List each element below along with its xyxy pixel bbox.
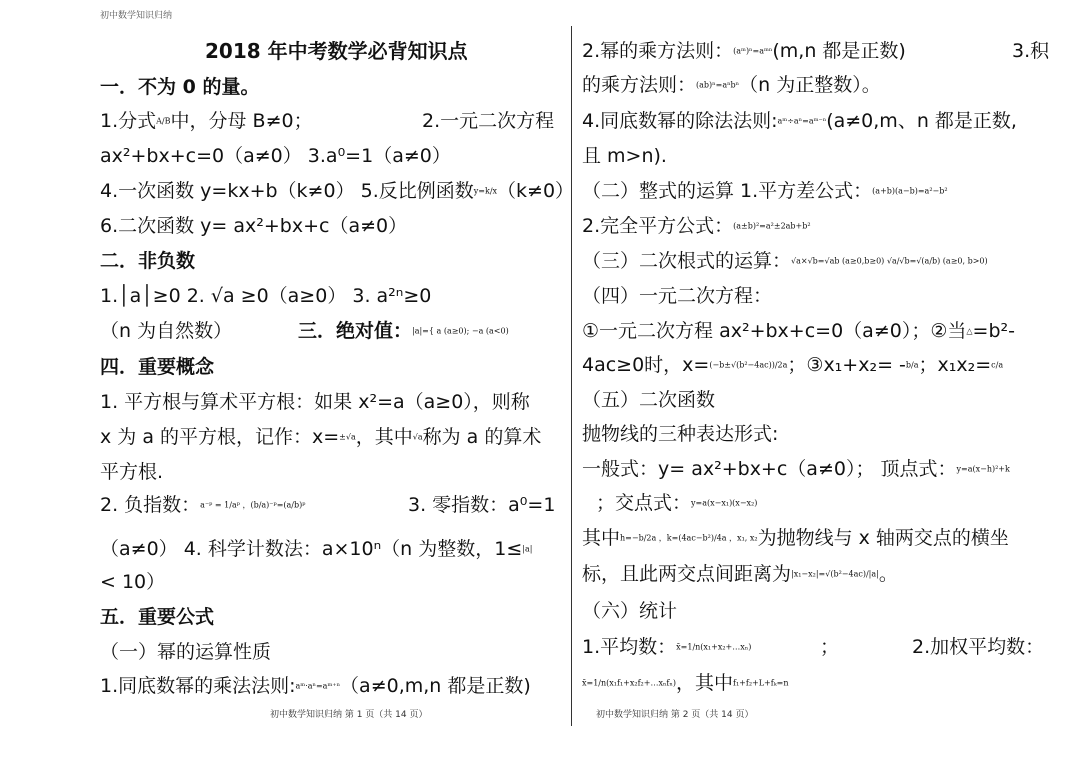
document-title: 2018 年中考数学必背知识点	[205, 39, 468, 63]
weighted-mean-formula: x̄=1/n(x₁f₁+x₂f₂+…xₙfₙ)	[582, 678, 676, 688]
text-fragment: （a≠0,m,n 都是正数)	[340, 675, 531, 697]
text-fragment: 4.一次函数 y=kx+b（k≠0） 5.反比例函数	[100, 180, 474, 202]
text-fragment: 一般式：y= ax²+bx+c（a≠0）； 顶点式：	[582, 458, 957, 480]
text-fragment: 称为 a 的算术	[422, 426, 542, 448]
text-fragment: x 为 a 的平方根，记作：x=	[100, 426, 340, 448]
absolute-value-formula: |a|={ a (a≥0); −a (a<0)	[412, 326, 509, 336]
text-fragment: (m,n 都是正数)	[772, 40, 906, 62]
text-line	[582, 72, 881, 99]
section-heading-nonzero: 一．不为 0 的量。	[100, 76, 260, 98]
text-line: 1.│a│≥0 2. √a ≥0（a≥0） 3. a²ⁿ≥0	[100, 285, 432, 307]
delta-symbol: △	[966, 326, 973, 336]
negative-exponent-formula: a⁻ᵖ = 1/aᵖ ，(b/a)⁻ᵖ=(a/b)ᵖ	[200, 500, 306, 510]
text-fragment: 为抛物线与 x 轴两交点的横坐	[757, 527, 1009, 549]
fraction-formula: c/a	[991, 360, 1004, 370]
text-line	[100, 318, 232, 344]
text-fragment: (a≠0,m、n 都是正数,	[826, 110, 1017, 132]
text-fragment: 其中	[582, 527, 621, 549]
text-line	[100, 673, 531, 700]
text-line: 3.积	[1012, 40, 1050, 62]
text-line	[582, 108, 1017, 135]
text-line: 3. 零指数：a⁰=1	[408, 494, 556, 516]
text-fragment: （n 为正整数）。	[739, 74, 881, 96]
text-line	[582, 670, 788, 697]
frequency-sum-formula: f₁+f₂+L+fₖ=n	[732, 678, 789, 688]
subsection-heading: （六）统计	[582, 600, 678, 622]
section-heading-absolute: 三．绝对值：	[298, 320, 413, 342]
text-line: 2.一元二次方程	[422, 110, 555, 132]
text-line	[582, 456, 1010, 483]
difference-of-squares-formula: (a+b)(a−b)=a²−b²	[872, 186, 948, 196]
intercept-form-formula: y=a(x−x₁)(x−x₂)	[691, 498, 758, 508]
footer-page-1: 初中数学知识归纳 第 1 页（共 14 页）	[270, 710, 428, 720]
radical-operation-formula: √a×√b=√ab (a≥0,b≥0) √a/√b=√(a/b) (a≥0, b>0)	[791, 256, 988, 266]
text-fragment: ；x₁x₂=	[918, 354, 992, 376]
footer-page-2: 初中数学知识归纳 第 2 页（共 14 页）	[596, 710, 754, 720]
text-line	[582, 248, 988, 275]
header-note: 初中数学知识归纳	[100, 11, 173, 21]
text-fragment: ①一元二次方程 ax²+bx+c=0（a≠0）；②当	[582, 320, 967, 342]
text-line	[582, 634, 751, 661]
text-fragment: 。	[878, 563, 898, 585]
power-of-product-formula: (ab)ⁿ=aⁿbⁿ	[696, 80, 740, 90]
text-line	[582, 318, 1015, 345]
text-fragment: （k≠0）	[497, 180, 575, 202]
sqrt-formula: ±√a	[339, 432, 356, 442]
section-heading-nonnegative: 二．非负数	[100, 250, 196, 272]
text-fragment: ；交点式：	[596, 492, 692, 514]
text-fragment: ，其中	[675, 672, 733, 694]
text-fragment: （n 为自然数）	[100, 320, 233, 342]
text-line: 6.二次函数 y= ax²+bx+c（a≠0）	[100, 215, 408, 237]
mean-formula: x̄=1/n(x₁+x₂+…xₙ)	[676, 642, 752, 652]
text-line: 1. 平方根与算术平方根：如果 x²=a（a≥0），则称	[100, 391, 530, 413]
perfect-square-formula: (a±b)²=a²±2ab+b²	[733, 221, 811, 231]
text-line	[582, 178, 948, 205]
section-heading-formulas: 五．重要公式	[100, 606, 215, 628]
text-line	[582, 525, 1009, 552]
text-line	[100, 424, 541, 451]
vertex-form-formula: y=a(x−h)²+k	[956, 464, 1010, 474]
right-page	[572, 0, 1080, 763]
text-line	[100, 492, 305, 519]
subsection-heading: （五）二次函数	[582, 389, 716, 411]
text-fragment: ；③x₁+x₂= -	[787, 354, 906, 376]
text-fragment: =b²-	[972, 320, 1015, 342]
text-line	[582, 561, 898, 588]
abs-a-formula: |a|	[522, 544, 533, 554]
subsection-heading: （一）幂的运算性质	[100, 641, 272, 663]
fraction-formula: A/B	[156, 116, 171, 126]
quadratic-root-formula: (−b±√(b²−4ac))/2a	[709, 360, 788, 370]
text-line: < 10）	[100, 571, 166, 593]
text-line	[582, 352, 1003, 379]
text-line	[596, 490, 757, 517]
text-fragment: （a≠0） 4. 科学计数法：a×10ⁿ（n 为整数，1≤	[100, 538, 523, 560]
sqrt-formula: √a	[412, 432, 423, 442]
text-fragment: （二）整式的运算 1.平方差公式：	[582, 180, 873, 202]
text-fragment: 的乘方法则：	[582, 74, 697, 96]
text-line	[100, 178, 574, 205]
text-fragment: 4.同底数幂的除法法则:	[582, 110, 778, 132]
text-line	[100, 536, 532, 563]
text-fragment: 1.分式	[100, 110, 157, 132]
text-fragment: 2.幂的乘方法则：	[582, 40, 734, 62]
power-of-power-formula: (aᵐ)ⁿ=aᵐⁿ	[733, 46, 773, 56]
text-line: 平方根.	[100, 461, 164, 483]
text-fragment: 2.完全平方公式：	[582, 215, 734, 237]
text-fragment: 4ac≥0时，x=	[582, 354, 710, 376]
text-line: （四）一元二次方程：	[582, 285, 773, 307]
power-quotient-formula: aᵐ÷aⁿ=aᵐ⁻ⁿ	[777, 116, 827, 126]
text-line: ax²+bx+c=0（a≠0） 3.a⁰=1（a≠0）	[100, 145, 451, 167]
text-line: 抛物线的三种表达形式:	[582, 423, 779, 445]
section-heading-concepts: 四．重要概念	[100, 356, 215, 378]
power-product-formula: aᵐ·aⁿ=aᵐ⁺ⁿ	[295, 681, 341, 691]
text-line	[582, 38, 906, 65]
vertex-coordinates-formula: h=−b/2a ，k=(4ac−b²)/4a ，x₁, x₂	[620, 533, 758, 543]
root-distance-formula: |x₁−x₂|=√(b²−4ac)/|a|	[791, 569, 879, 579]
inverse-function-formula: y=k/x	[473, 186, 498, 196]
text-fragment: ，其中	[355, 426, 413, 448]
text-line: ；	[820, 636, 840, 658]
text-line	[298, 318, 509, 345]
text-fragment: 中，分母 B≠0；	[170, 110, 313, 132]
text-fragment: 标，且此两交点间距离为	[582, 563, 792, 585]
text-fragment: 1.平均数：	[582, 636, 677, 658]
text-line	[100, 108, 313, 135]
text-line	[582, 213, 811, 240]
text-fragment: 2. 负指数：	[100, 494, 201, 516]
text-line: 2.加权平均数：	[912, 636, 1045, 658]
text-fragment: （三）二次根式的运算：	[582, 250, 792, 272]
fraction-formula: b/a	[905, 360, 919, 370]
text-line: 且 m>n).	[582, 145, 667, 167]
text-fragment: 1.同底数幂的乘法法则:	[100, 675, 296, 697]
